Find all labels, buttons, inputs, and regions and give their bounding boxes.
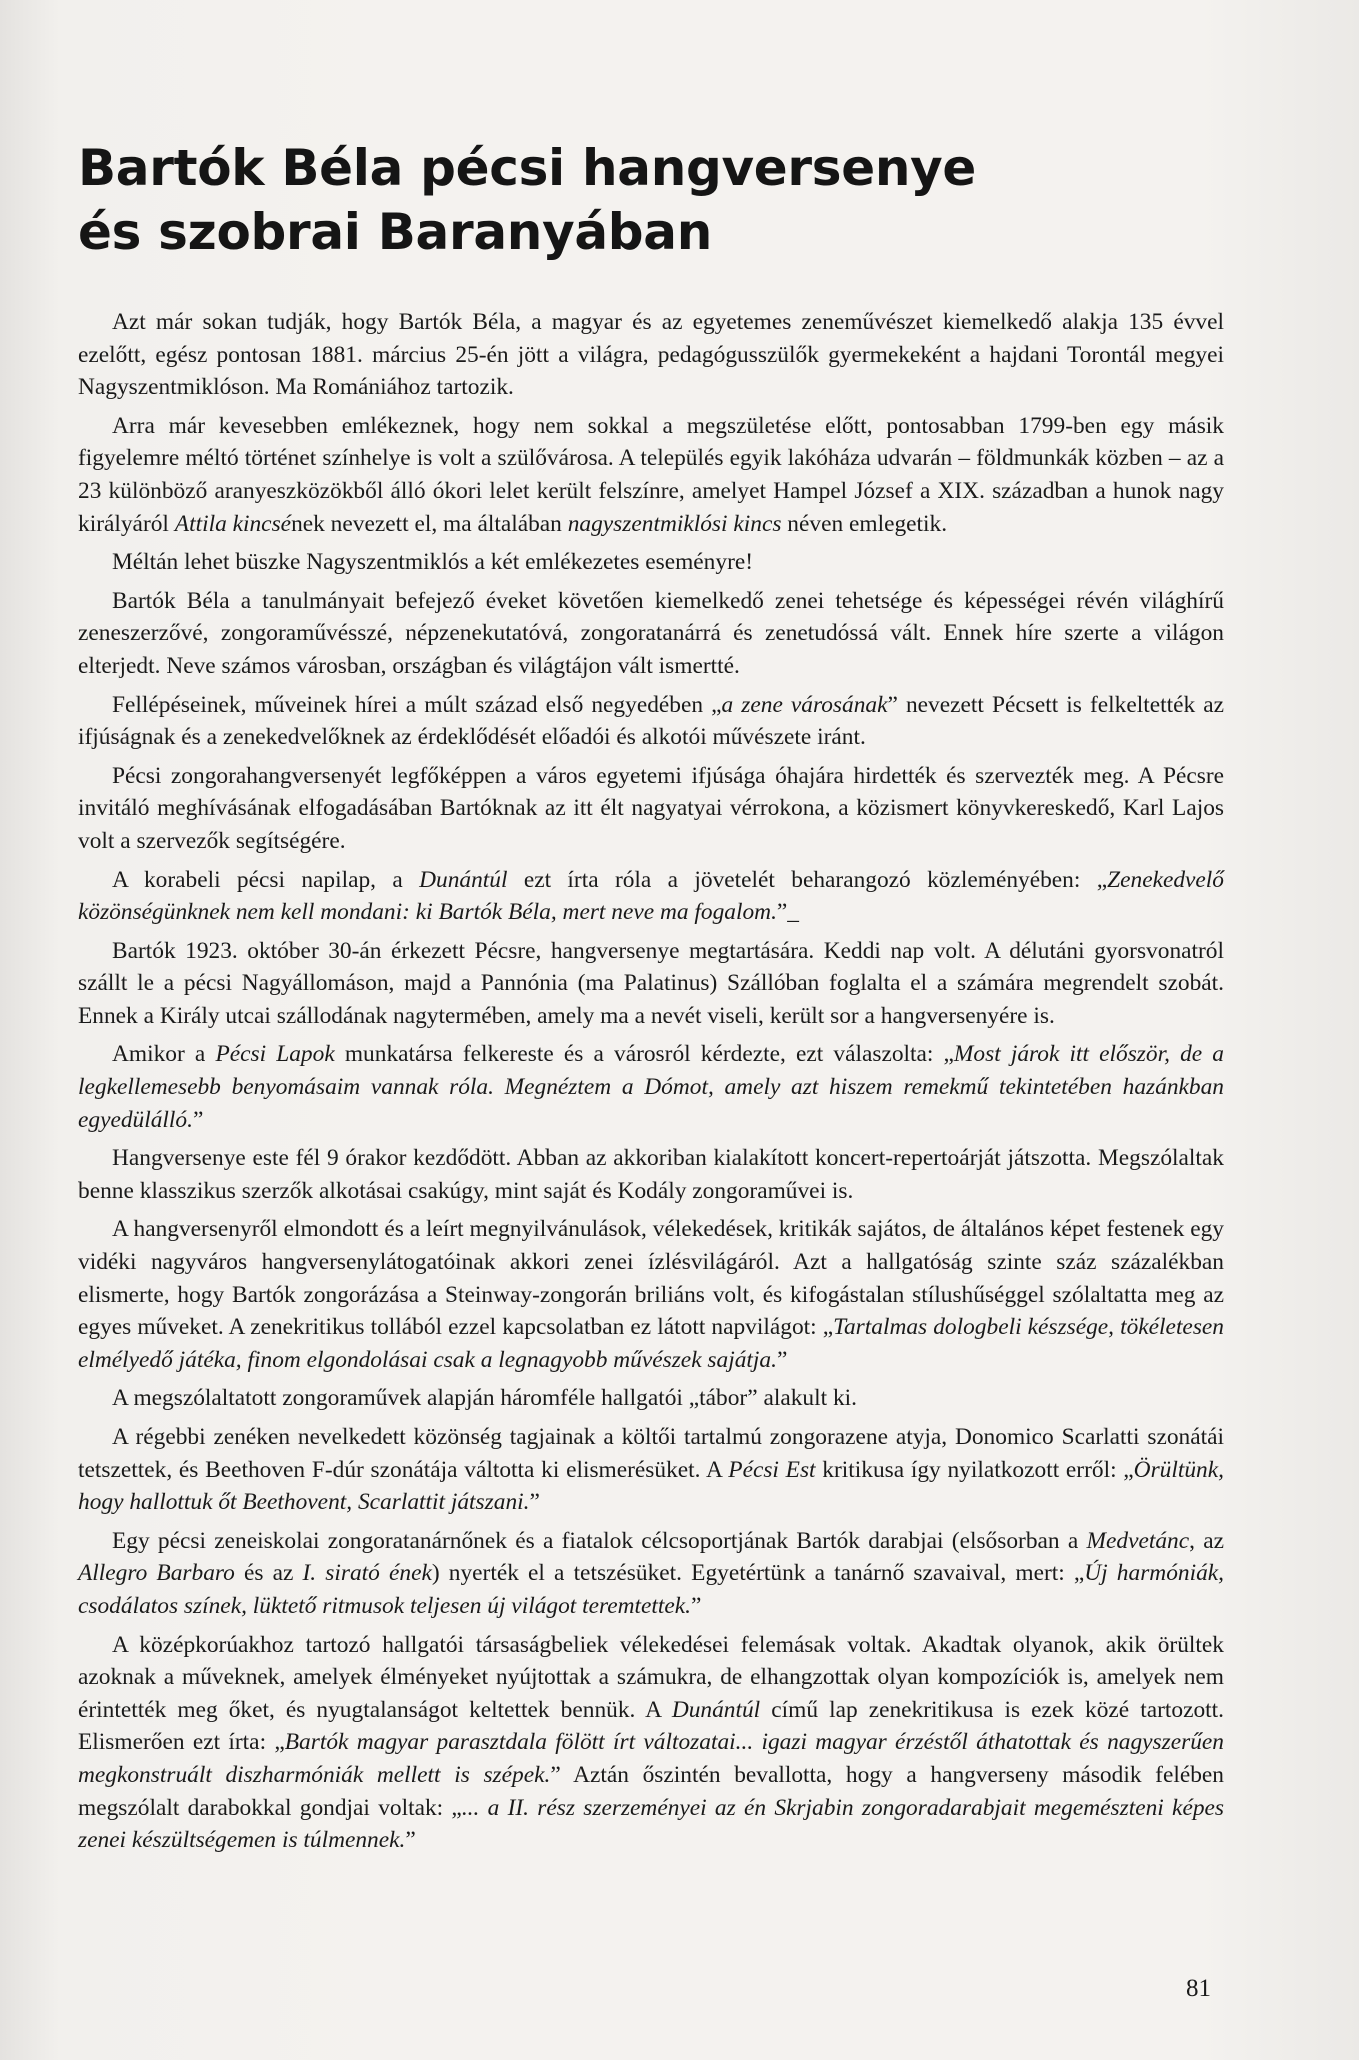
italic-text: Most járok itt először, de a legkellemesebb benyomásaim vannak róla. Megnéztem a Dómot, amely azt hiszem remekmű tekintetében hazánkban egyedülálló. — [78, 1041, 1225, 1133]
paragraph-text: Hangversenye este fél 9 órakor kezdődött. Abban az akkoriban kialakított koncert-repertoárját játszotta. Megszólaltak benne klasszikus szerzők alkotásai csakúgy, mint saját és Kodály zongoraművei is. — [78, 1145, 1224, 1204]
paragraph-text: , az — [1189, 1527, 1224, 1554]
paragraph-text: nek nevezett el, ma általában — [291, 510, 568, 537]
italic-text: ... a II. rész szerzeményei az én Skrjabin zongoradarabjait megemészteni képes zenei készültségemen is túlmennek. — [78, 1794, 1225, 1854]
paragraph-text: A korabeli pécsi napilap, a — [112, 866, 420, 893]
paragraph-text: A régebbi zenéken nevelkedett közönség tagjainak a költői tartalmú zongorazene atyja, Donomico Scarlatti szonátái tetszettek, és Beethoven F-dúr szonátája váltotta ki elismerésüket. A — [78, 1424, 1224, 1483]
paragraph-text: ” Aztán őszintén bevallotta, hogy a hangverseny második felében megszólalt darabokkal gondjai voltak: „ — [78, 1761, 1224, 1821]
italic-text: Dunántúl — [671, 1696, 761, 1723]
paragraph — [78, 864, 1224, 929]
paragraph — [78, 1382, 1224, 1415]
italic-text: Medvetánc — [1086, 1527, 1190, 1554]
paragraph-text: Pécsi zongorahangversenyét legfőképpen a város egyetemi ifjúsága óhajára hirdették és szervezték meg. A Pécsre invitáló meghívásának elfogadásában Bartóknak az itt élt nagyatyai vérrokona, a közismert könyvkereskedő, Karl Lajos volt a szervezők segítségére. — [78, 762, 1224, 854]
title-line-1: Bartók Béla pécsi hangversenye — [78, 139, 977, 197]
title-line-2: és szobrai Baranyában — [78, 203, 713, 261]
italic-text: Tartalmas dologbeli készsége, tökéletesen elmélyedő játéka, finom elgondolásai csak a legnagyobb művészek sajátja. — [78, 1314, 1224, 1373]
paragraph — [78, 546, 1224, 579]
paragraph-text: Egy pécsi zeneiskolai zongoratanárnőnek és a fiatalok célcsoportjának Bartók darabjai (elsősorban a — [112, 1527, 1087, 1554]
paragraph-text: ”_ — [776, 899, 799, 926]
italic-text: Pécsi Est — [728, 1456, 816, 1483]
paragraph-text: és az — [234, 1560, 303, 1587]
paragraph-text: Méltán lehet büszke Nagyszentmiklós a két emlékezetes eseményre! — [112, 549, 754, 576]
article — [78, 136, 1224, 1863]
paragraph-text: ” — [192, 1106, 204, 1133]
paragraph-text: ) nyerték el a tetszésüket. Egyetértünk a tanárnő szavaival, mert: „ — [431, 1560, 1085, 1587]
italic-text: Pécsi Lapok — [215, 1041, 335, 1068]
paragraph — [78, 760, 1224, 858]
paragraph — [78, 1142, 1224, 1207]
paragraph-text: A középkorúakhoz tartozó hallgatói társaságbeliek vélekedései felemásak voltak. Akadtak olyanok, akik örültek azoknak a műveknek, amelyek élményeket nyújtottak a számukra, de elhangzottak olyan kompozíciók is, amelyek nem érintették meg őket, és nyugtalanságot keltettek bennük. A — [78, 1631, 1224, 1723]
paragraph — [78, 1629, 1224, 1857]
paragraph-text: ” — [776, 1346, 788, 1373]
paragraph — [78, 410, 1224, 540]
italic-text: Új harmóniák, csodálatos színek, lüktető ritmusok teljesen új világot teremtettek. — [78, 1560, 1225, 1619]
paragraph-text: Amikor a — [112, 1041, 216, 1068]
paragraph-text: Fellépéseinek, műveinek hírei a múlt század első negyedében „ — [112, 691, 722, 718]
paragraph-text: Arra már kevesebben emlékeznek, hogy nem sokkal a megszületése előtt, pontosabban 1799-ben egy másik figyelemre méltó történet színhelye is volt a szülővárosa. A település egyik lakóháza udvarán – földmunkák közben – az a 23 különböző aranyeszközökből álló ókori lelet került felszínre, amelyet Hampel József a XIX. században a hunok nagy királyáról — [78, 412, 1224, 537]
paragraph-text: Bartók 1923. október 30-án érkezett Pécsre, hangversenye megtartására. Keddi nap volt. A délutáni gyorsvonatról szállt le a pécsi Nagyállomáson, majd a Pannónia (ma Palatinus) Szállóban foglalta el a számára megrendelt szobát. Ennek a Király utcai szállodának nagytermében, amely ma a nevét viseli, került sor a hangversenyére is. — [78, 937, 1224, 1029]
paragraph-text: ” nevezett Pécsett is felkeltették az ifjúságnak és a zenekedvelőknek az érdeklődését előadói és alkotói művészete iránt. — [78, 691, 1225, 751]
paragraph-text: ” — [405, 1827, 416, 1854]
paragraph-text: Bartók Béla a tanulmányait befejező éveket követően kiemelkedő zenei tehetsége és képességei révén világhírű zeneszerzővé, zongoraművésszé, népzenekutatóvá, zongoratanárrá és zenetudóssá vált. Ennek híre szerte a világon elterjedt. Neve számos városban, országban és világtájon vált ismertté. — [78, 587, 1224, 679]
paragraph-text: című lap zenekritikusa is ezek közé tartozott. Elismerően ezt írta: „ — [78, 1696, 1225, 1756]
paragraph — [78, 1421, 1224, 1519]
article-title — [78, 136, 1224, 264]
page-number: 81 — [1186, 1975, 1211, 2002]
paragraph-text: néven emlegetik. — [781, 510, 948, 537]
italic-text: I. sirató ének — [302, 1560, 432, 1587]
paragraph — [78, 1525, 1224, 1623]
italic-text: Allegro Barbaro — [78, 1560, 235, 1587]
paragraph — [78, 585, 1224, 683]
paragraph — [78, 1038, 1224, 1136]
paragraph — [78, 1213, 1224, 1376]
paragraph-text: ” — [529, 1489, 540, 1516]
italic-text: Örültünk, hogy hallottuk őt Beethovent, Scarlattit játszani. — [78, 1456, 1224, 1516]
italic-text: Zenekedvelő közönségünknek nem kell mondani: ki Bartók Béla, mert neve ma fogalom. — [78, 866, 1224, 926]
paragraph — [78, 935, 1224, 1033]
italic-text: Attila kincsé — [174, 510, 292, 537]
paragraph-text: kritikusa így nyilatkozott erről: „ — [815, 1456, 1134, 1483]
paragraph-text: A hangversenyről elmondott és a leírt megnyilvánulások, vélekedések, kritikák sajátos, de általános képet festenek egy vidéki nagyváros hangversenylátogatóinak akkori zenei ízlésvilágáról. Azt a hallgatóság szinte száz százalékban elismerte, hogy Bartók zongorázása a Steinway-zongorán briliáns volt, és kifogástalan stílushűséggel szólaltatta meg az egyes műveket. A zenekritikus tollából ezzel kapcsolatban ez látott napvilágot: „ — [78, 1216, 1224, 1341]
paragraph — [78, 306, 1224, 404]
paragraph-text: Azt már sokan tudják, hogy Bartók Béla, a magyar és az egyetemes zeneművészet kiemelkedő alakja 135 évvel ezelőtt, egész pontosan 1881. március 25-én jött a világra, pedagógusszülők gyermekeként a hajdani Torontál megyei Nagyszentmiklóson. Ma Romániához tartozik. — [78, 309, 1224, 401]
article-body — [78, 306, 1224, 1857]
paragraph-text: A megszólaltatott zongoraművek alapján háromféle hallgatói „tábor” alakult ki. — [112, 1385, 857, 1412]
paragraph — [78, 689, 1224, 754]
italic-text: Dunántúl — [419, 866, 508, 893]
paragraph-text: ezt írta róla a jövetelét beharangozó közleményében: „ — [507, 866, 1108, 893]
italic-text: a zene városának — [721, 691, 888, 718]
paragraph-text: ” — [691, 1592, 702, 1619]
italic-text: Bartók magyar parasztdala fölött írt változatai... igazi magyar érzéstől áthatottak és nagyszerűen megkonstruált diszharmóniák mellett is szépek. — [78, 1729, 1224, 1788]
paragraph-text: munkatársa felkereste és a városról kérdezte, ezt válaszolta: „ — [334, 1041, 954, 1068]
italic-text: nagyszentmiklósi kincs — [567, 510, 782, 537]
